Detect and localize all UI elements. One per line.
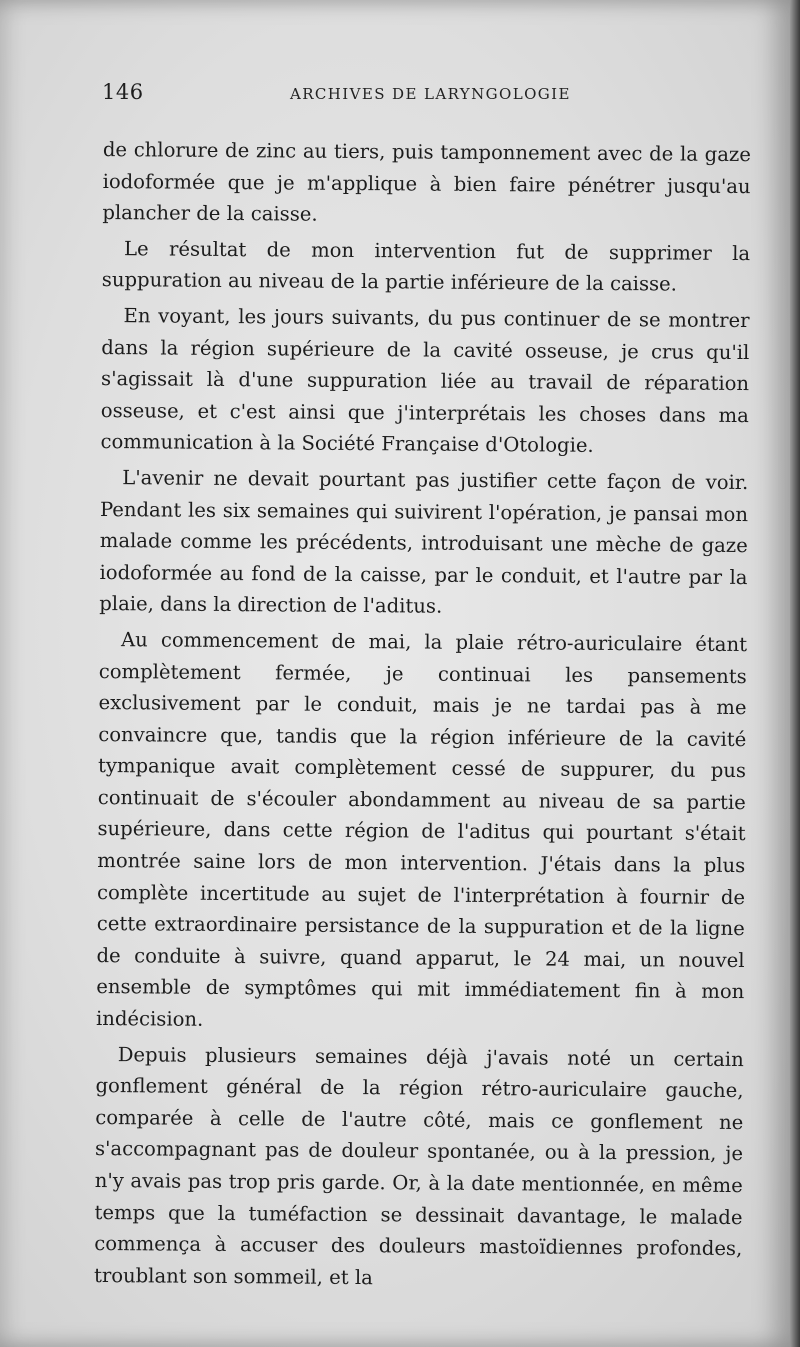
paragraph-4: L'avenir ne devait pourtant pas justifier cette façon de voir. Pendant les six semaines qui suivirent l'opération, je pansai mon malade comme les précédents, introduisant une mèche de gaze iodoformée au fond de la caisse, par le conduit, et l'autre par la plaie, dans la direction de l'aditus. (99, 466, 749, 618)
paragraph-3: En voyant, les jours suivants, du pus continuer de se montrer dans la région supérieure de la cavité osseuse, je crus qu'il s'agissait là d'une suppuration liée au travail de réparation osseuse, et c'est ainsi que j'interprétais les choses dans ma communication à la Société Française d'Otologie. (100, 304, 750, 458)
running-head: ARCHIVES DE LARYNGOLOGIE (290, 85, 571, 103)
paragraph-6: Depuis plusieurs semaines déjà j'avais noté un certain gonflement général de la région rétro-auriculaire gauche, comparée à celle de l'autre côté, mais ce gonflement ne s'accompagnant pas de douleur spontanée, ou à la pression, je n'y avais pas trop pris garde. Or, à la date mentionnée, en même temps que la tuméfaction se dessinait davantage, le malade commença à accuser des douleurs mastoïdiennes profondes, troublant son sommeil, et la (93, 1042, 744, 1289)
page-header (102, 80, 752, 110)
page-edge-shadow (790, 0, 800, 1347)
page-number: 146 (102, 80, 144, 104)
paragraph-2: Le résultat de mon intervention fut de supprimer la suppuration au niveau de la partie inférieure de la caisse. (101, 236, 751, 296)
paragraph-1: de chlorure de zinc au tiers, puis tamponnement avec de la gaze iodoformée que je m'applique à bien faire pénétrer jusqu'au plancher de la caisse. (102, 137, 751, 226)
body-text (94, 134, 751, 1300)
paragraph-5: Au commencement de mai, la plaie rétro-auriculaire étant complètement fermée, je continuai les pansements exclusivement par le conduit, mais je ne tardai pas à me convaincre que, tandis que la région inférieure de la cavité tympanique avait complètement cessé de suppurer, du pus continuait de s'écouler abondamment au niveau de sa partie supérieure, dans cette région de l'aditus qui pourtant s'était montrée saine lors de mon intervention. J'étais dans la plus complète incertitude au sujet de l'interprétation à fournir de cette extraordinaire persistance de la suppuration et de la ligne de conduite à suivre, quand apparut, le 24 mai, un nouvel ensemble de symptômes qui mit immédiatement fin à mon indécision. (95, 628, 748, 1031)
